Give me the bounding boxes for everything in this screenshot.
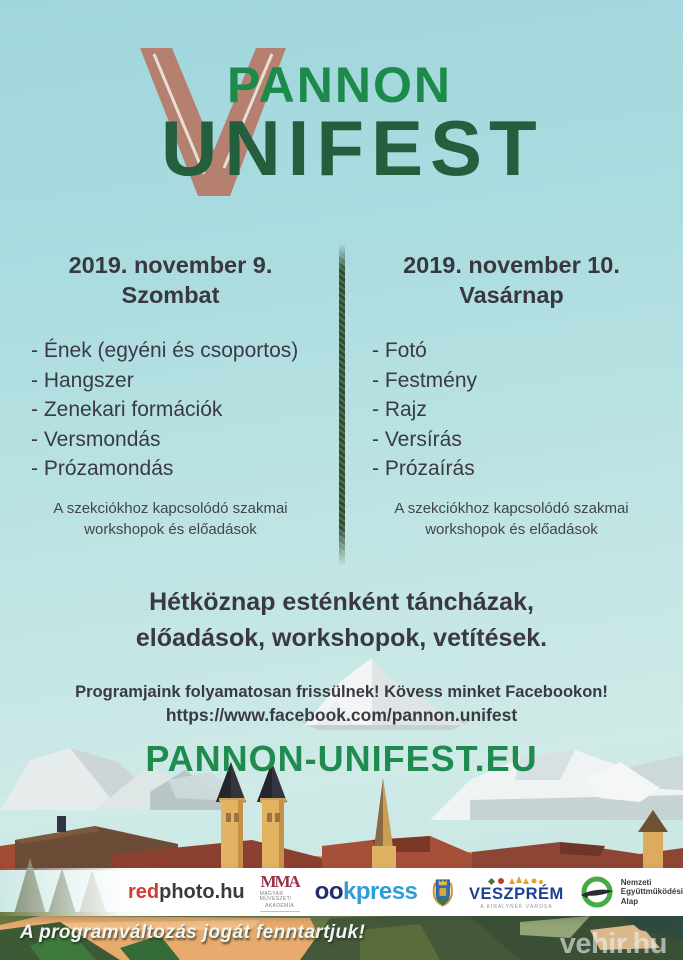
- list-item: - Zenekari formációk: [31, 398, 223, 421]
- veszprem-city-logo: VESZPRÉM A KIRÁLYNÉK VÁROSA: [469, 874, 564, 910]
- list-item: - Festmény: [372, 368, 478, 392]
- middle-block: [0, 584, 683, 780]
- website-url[interactable]: PANNON-UNIFEST.EU: [145, 738, 538, 779]
- list-item: - Prózaírás: [372, 457, 475, 480]
- logo-word-pannon: PANNON: [227, 57, 452, 113]
- nea-logo: [579, 874, 683, 910]
- sponsor-bar: [0, 868, 683, 916]
- veszprem-crown-icon: [483, 874, 549, 885]
- list-item: - Fotó: [372, 339, 427, 362]
- saturday-column: [0, 248, 341, 540]
- saturday-date: 2019. november 9.: [68, 252, 273, 278]
- ookpress-logo: ookpress: [314, 878, 418, 905]
- list-item: - Versírás: [372, 427, 462, 451]
- weekday-events-line2: előadások, workshopok, vetítések.: [135, 624, 548, 652]
- sunday-note: A szekciókhoz kapcsolódó szakmai workshopok és előadások: [394, 499, 629, 538]
- vehir-watermark: vehir.hu: [559, 928, 667, 960]
- logo-word-unifest: UNIFEST: [161, 104, 544, 192]
- sunday-category-list: [372, 336, 682, 484]
- program-columns: [0, 248, 683, 540]
- sunday-column: [341, 248, 682, 540]
- redphoto-logo: redphoto.hu: [128, 880, 245, 903]
- saturday-category-list: [31, 336, 341, 484]
- mma-rule: [260, 911, 300, 912]
- logo: [0, 0, 683, 240]
- sunday-day: Vasárnap: [459, 282, 564, 308]
- list-item: - Versmondás: [31, 427, 161, 451]
- saturday-heading: [0, 250, 341, 310]
- list-item: - Hangszer: [31, 368, 134, 392]
- sunday-date: 2019. november 10.: [403, 252, 620, 278]
- facebook-callout: Programjaink folyamatosan frissülnek! Kövess minket Facebookon!: [75, 683, 608, 701]
- footer-disclaimer: A programváltozás jogát fenntartjuk!: [20, 922, 366, 943]
- list-item: - Ének (egyéni és csoportos): [31, 339, 299, 362]
- sunday-heading: [341, 250, 682, 310]
- column-divider: [339, 244, 345, 566]
- mma-logo: MMA MAGYAR MŰVÉSZETI AKADÉMIA: [260, 873, 300, 912]
- mma-monogram: MMA: [260, 871, 299, 891]
- saturday-note: A szekciókhoz kapcsolódó szakmai workshopok és előadások: [53, 499, 288, 538]
- nea-bird-icon: [579, 874, 615, 910]
- rooftops: [0, 816, 683, 870]
- list-item: - Prózamondás: [31, 457, 174, 480]
- list-item: - Rajz: [372, 398, 427, 421]
- saturday-day: Szombat: [121, 282, 220, 308]
- nea-text: Nemzeti Együttműködési Alap: [620, 877, 683, 906]
- weekday-events-line1: Hétköznap esténként táncházak,: [149, 588, 534, 616]
- veszprem-coat-of-arms-icon: [432, 870, 454, 914]
- facebook-url[interactable]: https://www.facebook.com/pannon.unifest: [165, 705, 518, 725]
